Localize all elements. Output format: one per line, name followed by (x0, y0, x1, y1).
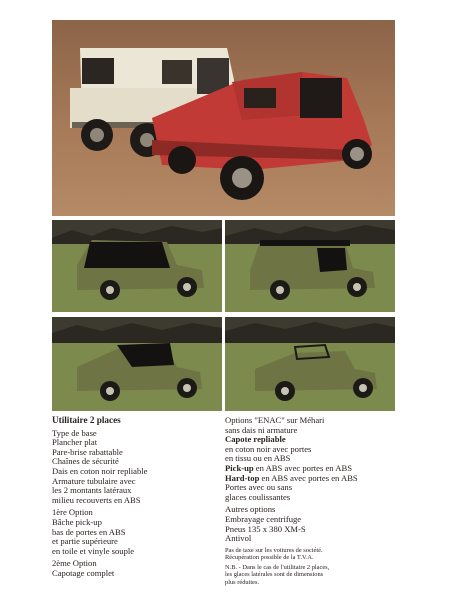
text-line: Embrayage centrifuge (225, 513, 302, 524)
text-line: Portes avec ou sans (225, 482, 293, 493)
photo-capote-open-sides (225, 220, 395, 312)
hardtop-label: Hard-top (225, 472, 260, 483)
text-line: Bâche pick-up (52, 516, 102, 527)
text-line: Chaînes de sécurité (52, 456, 119, 467)
photo-capote-folded (52, 317, 222, 411)
text-line: Type de base (52, 427, 97, 438)
hardtop-detail: en ABS avec portes en ABS (259, 472, 358, 483)
hero-photo (52, 20, 395, 216)
tax-note: Pas de taxe sur les voitures de société. (225, 546, 323, 554)
text-line: Options "ENAC" sur Méhari (225, 415, 325, 425)
text-line: Pare-brise rabattable (52, 446, 123, 457)
right-text-column (225, 416, 397, 586)
text-line: Armature tubulaire avec (52, 475, 136, 486)
text-line: Capotage complet (52, 567, 115, 578)
text-line: Plancher plat (52, 437, 98, 448)
nb-note: plus réduites. (225, 578, 260, 586)
left-text-column (52, 416, 220, 579)
text-line: milieu recouverts en ABS (52, 494, 141, 505)
text-line: en coton noir avec portes (225, 443, 312, 454)
photo-capote-closed (52, 220, 222, 312)
text-line: bas de portes en ABS (52, 526, 126, 537)
pickup-label: Pick-up (225, 462, 254, 473)
hero-photo-image (52, 20, 395, 216)
utilitaire-heading: Utilitaire 2 places (52, 415, 121, 425)
text-line: en tissu ou en ABS (225, 453, 291, 464)
capote-heading: Capote repliable (225, 434, 286, 445)
text-line: Antivol (225, 533, 252, 544)
photo-capote-closed-image (52, 220, 222, 312)
option-2-label: 2ème Option (52, 558, 97, 569)
pickup-detail: en ABS avec portes en ABS (253, 462, 352, 473)
photo-capote-folded-image (52, 317, 222, 411)
photo-capote-open-sides-image (225, 220, 395, 312)
nb-note: les glaces latérales sont de dimensions (225, 571, 324, 579)
text-line: Dais en coton noir repliable (52, 465, 148, 476)
autres-options-label: Autres options (225, 504, 276, 515)
nb-note: N.B. - Dans le cas de l'utilitaire 2 places, (225, 564, 330, 572)
text-line: glaces coulissantes (225, 491, 291, 502)
text-line: sans dais ni armature (225, 424, 298, 435)
text-line: en toile et vinyle souple (52, 545, 135, 556)
text-line: et partie supérieure (52, 536, 118, 547)
text-line: Pneus 135 x 380 XM-S (225, 523, 306, 534)
tva-note: Récupération possible de la T.V.A. (225, 553, 314, 561)
option-1-label: 1ère Option (52, 507, 93, 518)
photo-open-no-capote (225, 317, 395, 411)
photo-open-no-capote-image (225, 317, 395, 411)
text-line: les 2 montants latéraux (52, 485, 132, 496)
